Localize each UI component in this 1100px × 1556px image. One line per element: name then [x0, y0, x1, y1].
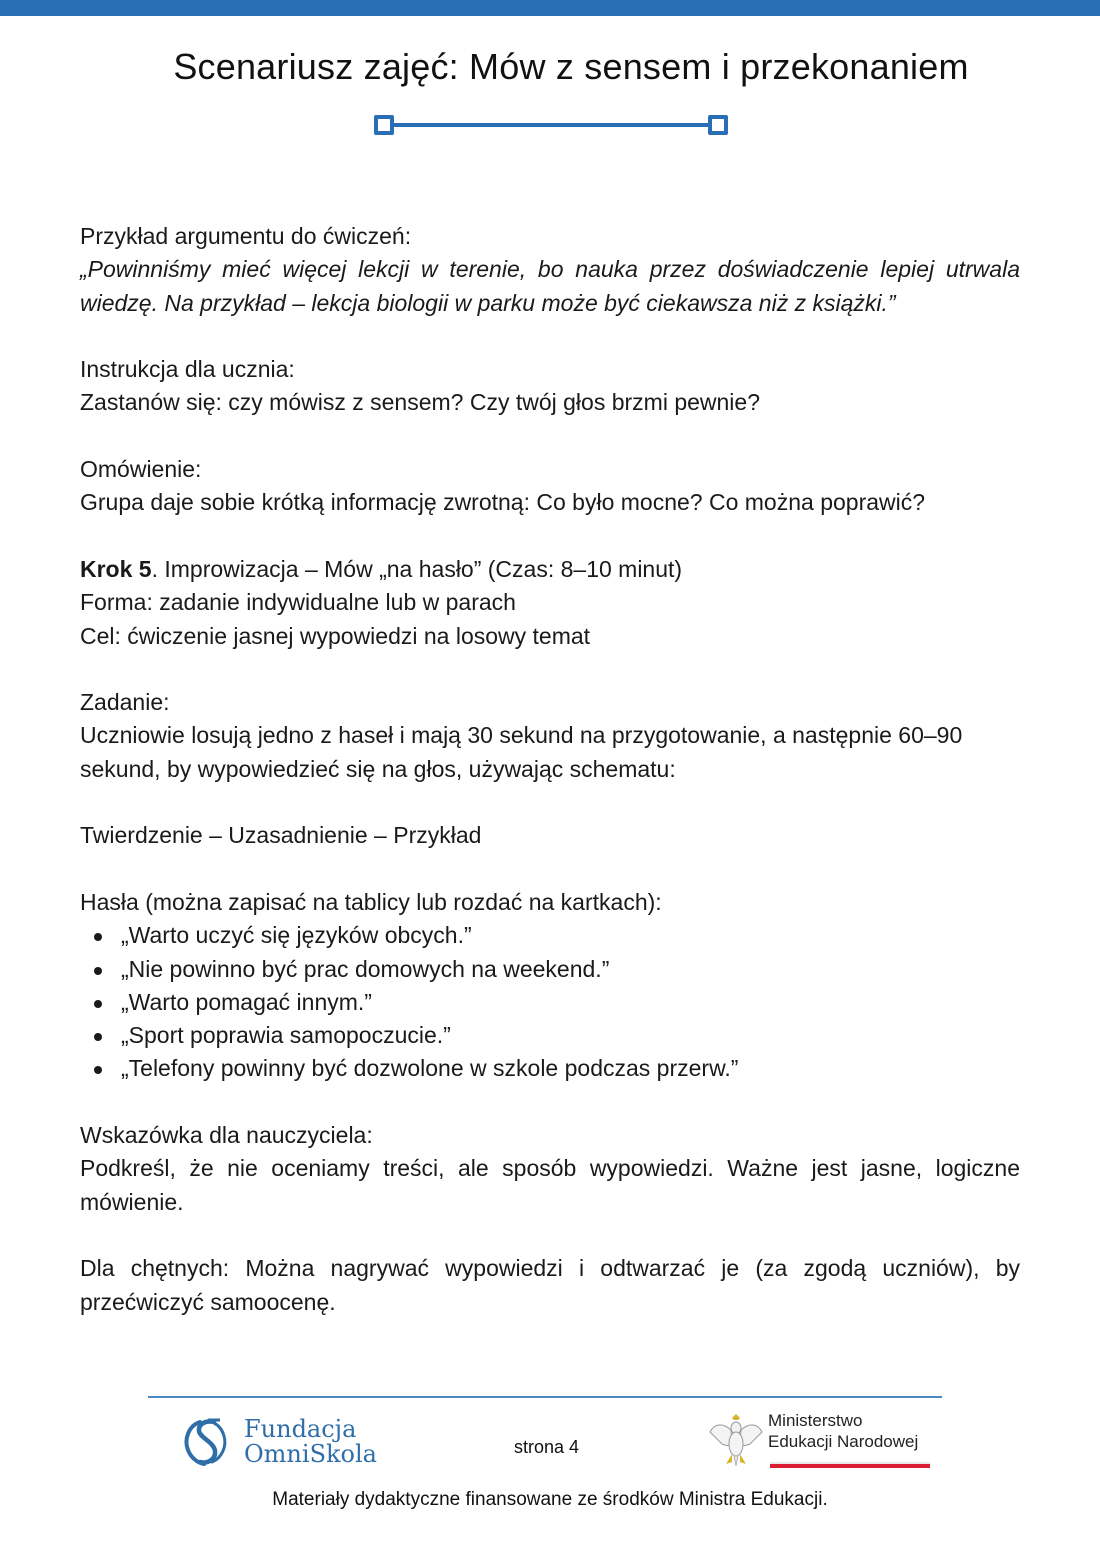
slogan-item: „Telefony powinny być dozwolone w szkole podczas przerw.”: [80, 1052, 1020, 1085]
slogan-item: „Sport poprawia samopoczucie.”: [80, 1019, 1020, 1052]
step5-title: . Improwizacja – Mów „na hasło” (Czas: 8–10 minut): [151, 555, 683, 582]
polish-eagle-icon: [708, 1410, 764, 1470]
page-title: Scenariusz zajęć: Mów z sensem i przekonaniem: [173, 46, 969, 87]
instruction-text: Zastanów się: czy mówisz z sensem? Czy twój głos brzmi pewnie?: [80, 389, 761, 416]
document-body: [80, 220, 1020, 1319]
discussion-label: Omówienie:: [80, 456, 202, 483]
polish-flag-stripe: [770, 1462, 930, 1468]
discussion-text: Grupa daje sobie krótką informację zwrotną: Co było mocne? Co można poprawić?: [80, 489, 926, 516]
step5-label: Krok 5: [80, 555, 152, 582]
funding-note: Materiały dydaktyczne finansowane ze środków Ministra Edukacji.: [272, 1489, 828, 1510]
teacher-tip-label: Wskazówka dla nauczyciela:: [80, 1122, 373, 1149]
top-accent-bar: [0, 0, 1100, 16]
example-quote: „Powinniśmy mieć więcej lekcji w terenie, bo nauka przez doświadczenie lepiej utrwala wiedzę. Na przykład – lekcja biologii w parku może być ciekawsza niż z książki.”: [80, 256, 1020, 316]
footer-divider: [148, 1396, 942, 1398]
example-label: Przykład argumentu do ćwiczeń:: [80, 223, 412, 249]
ministry-line1: Ministerstwo: [768, 1411, 863, 1430]
slogans-list: [80, 919, 1020, 1085]
ministry-logo: [708, 1410, 918, 1470]
volunteers-text: Dla chętnych: Można nagrywać wypowiedzi i odtwarzać je (za zgodą uczniów), by przećwiczyć samoocenę.: [80, 1255, 1020, 1315]
fundacja-line1: Fundacja: [244, 1415, 357, 1443]
omniskola-s-logo-icon: [180, 1416, 232, 1468]
page-number: strona 4: [514, 1437, 580, 1457]
slogan-item: „Warto pomagać innym.”: [80, 986, 1020, 1019]
ministry-line2: Edukacji Narodowej: [768, 1432, 919, 1451]
slogans-label: Hasła (można zapisać na tablicy lub rozdać na kartkach):: [80, 888, 662, 915]
teacher-tip-text: Podkreśl, że nie oceniamy treści, ale sposób wypowiedzi. Ważne jest jasne, logiczne mówienie.: [80, 1155, 1020, 1215]
divider-line: [384, 123, 718, 127]
task-schema: Twierdzenie – Uzasadnienie – Przykład: [80, 822, 482, 849]
task-label: Zadanie:: [80, 689, 170, 716]
fundacja-omniskola-logo: [180, 1414, 377, 1470]
slogan-item: „Nie powinno być prac domowych na weekend.”: [80, 953, 1020, 986]
step5-heading: [80, 553, 1020, 586]
divider-square-left-icon: [374, 115, 394, 135]
slogan-item: „Warto uczyć się języków obcych.”: [80, 919, 1020, 952]
task-text: Uczniowie losują jedno z haseł i mają 30 sekund na przygotowanie, a następnie 60–90 sekund, by wypowiedzieć się na głos, używając schematu:: [80, 722, 963, 782]
fundacja-line2: OmniSkola: [244, 1440, 377, 1468]
instruction-label: Instrukcja dla ucznia:: [80, 356, 295, 383]
title-divider: [374, 114, 728, 136]
divider-square-right-icon: [708, 115, 728, 135]
step5-form: Forma: zadanie indywidualne lub w parach: [80, 589, 516, 616]
step5-goal: Cel: ćwiczenie jasnej wypowiedzi na losowy temat: [80, 622, 591, 649]
